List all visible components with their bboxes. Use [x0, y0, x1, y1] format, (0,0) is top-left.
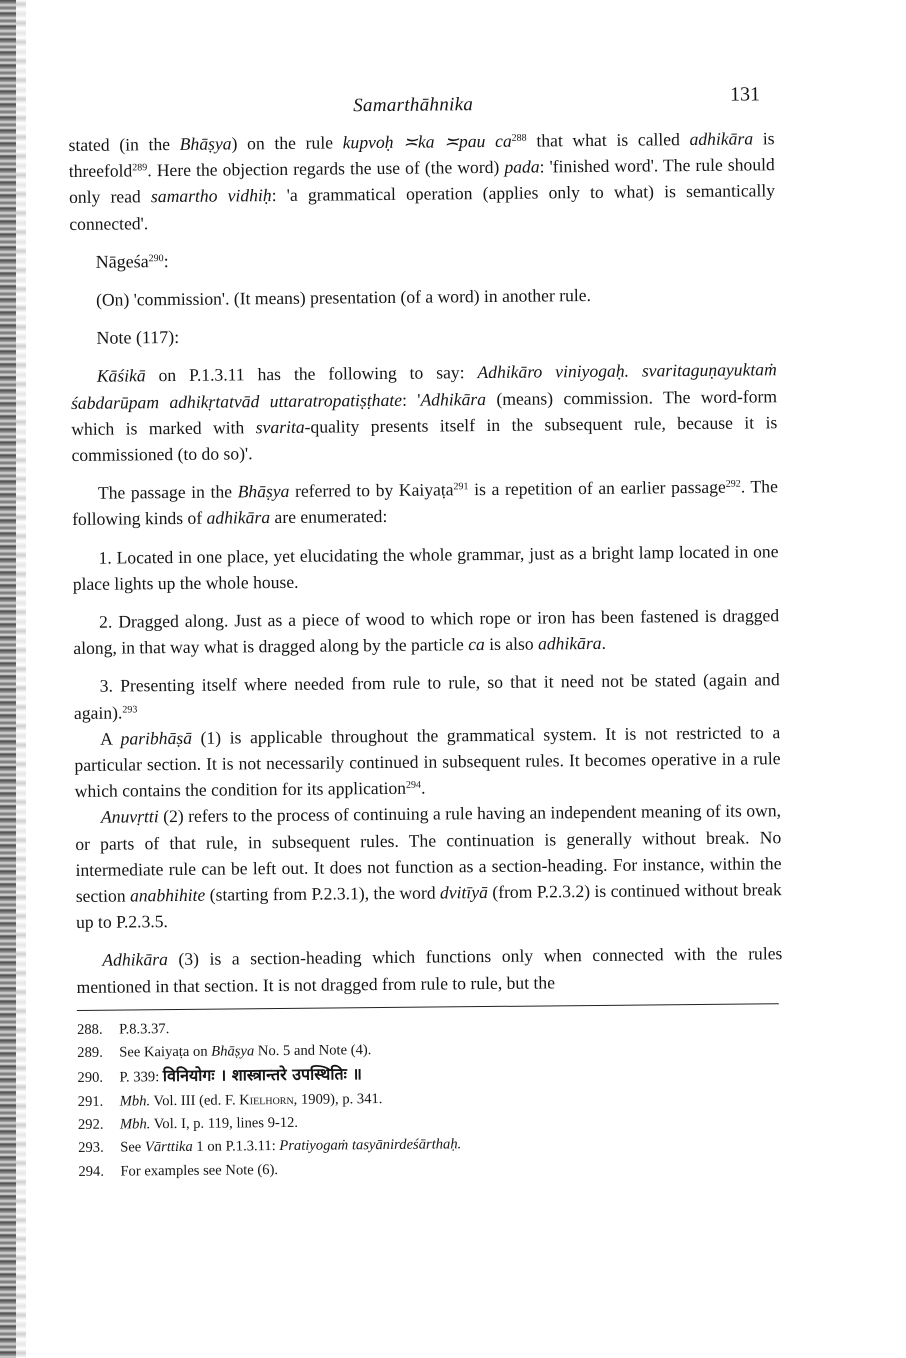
paragraph-passage: The passage in the Bhāṣya referred to by Kaiyaṭa$^{291}$ is a repetition of an earlier passage$^{292}$. The following kinds of adhikāra are enumerated: [72, 476, 778, 530]
list-item-2: 2. Dragged along. Just as a piece of wood to which rope or iron has been fastened is dragged along, in that way what is dragged along by the particle ca is also adhikāra. [73, 605, 780, 659]
footnote-ref-288: 288 [511, 132, 527, 144]
list-item-3: 3. Presenting itself where needed from rule to rule, so that it need not be stated (again and again).$^{293}$ [73, 669, 780, 723]
footnote-288: 288. P.8.3.37. [76, 1020, 170, 1038]
devanagari-quote: विनियोगः । शास्त्रान्तरे उपस्थितिः ॥ [162, 1064, 363, 1086]
scan-edge-shadow [0, 0, 16, 1358]
paragraph-adhikara: Adhikāra (3) is a section-heading which functions only when connected with the rules mentioned in that section. It is not dragged from rule to rule, but the [76, 943, 783, 997]
footnote-divider [77, 1003, 779, 1011]
footnote-ref-291: 291 [453, 481, 469, 493]
scan-edge-noise [16, 0, 26, 1358]
paragraph-bhasya-rule: stated (in the Bhāṣya) on the rule kupvoḥ ≍ka ≍pau $ca^{288}$ that what is called adhikāra is threefold$^{289}$. Here the objection regards the use of (the word) pada: 'finished word'. The rule should only read samartho vidhiḥ: 'a grammatical operation (applies only to what) is semantically connected'. [68, 128, 776, 234]
footnote-294: 294. For examples see Note (6). [78, 1161, 279, 1180]
footnote-290: 290. P. 339: विनियोगः । शास्त्रान्तरे उपस्थितिः ॥ [77, 1064, 363, 1087]
running-title: Samarthāhnika [353, 94, 474, 117]
footnote-292: 292. Mbh. Vol. I, p. 119, lines 9-12. [77, 1114, 299, 1134]
footnote-289: 289. See Kaiyaṭa on Bhāṣya No. 5 and Note (4). [77, 1042, 372, 1062]
footnote-ref-293: 293 [122, 704, 138, 716]
note-117-heading: Note (117): [96, 327, 180, 348]
page-header [68, 81, 774, 132]
footnotes [77, 1012, 785, 1184]
paragraph-commission: (On) 'commission'. (It means) presentation (of a word) in another rule. [95, 285, 592, 310]
book-page [68, 81, 784, 1184]
footnote-291: 291. Mbh. Vol. III (ed. F. Kielhorn, 1909), p. 341. [77, 1090, 383, 1110]
list-item-1: 1. Located in one place, yet elucidating the whole grammar, just as a bright lamp located in one place lights up the whole house. [72, 540, 779, 594]
paragraph-anuvrtti: Anuvṛtti (2) refers to the process of continuing a rule having an independent meaning of its own, or parts of that rule, in subsequent rules. The continuation is generally without break. No intermediate rule can be left out. It does not function as a section-heading. For instance, within the section anabhihite (starting from P.2.3.1), the word dvitīyā (from P.2.3.2) is continued without break up to P.2.3.5. [75, 800, 782, 933]
footnote-293: 293. See Vārttika 1 on P.1.3.11: Pratiyogaṁ tasyānirdeśārthaḥ. [78, 1136, 462, 1157]
paragraph-paribhasa: A paribhāṣā (1) is applicable throughout the grammatical system. It is not restricted to a particular section. It is not necessarily continued in subsequent rules. It becomes operative in a rule which contains the condition for its application$^{294}$. [74, 722, 781, 802]
footnote-ref-290: 290 [148, 252, 164, 265]
footnote-ref-289: 289 [132, 162, 148, 174]
nagesa-label: Nāgeśa$^{290}$: [95, 250, 169, 272]
footnote-ref-294: 294 [405, 779, 422, 792]
page-number: 131 [729, 83, 761, 106]
paragraph-kasika: Kāśikā on P.1.3.11 has the following to say: Adhikāro viniyogaḥ. svaritaguṇayuktaṁ śabdarūpam adhikṛtatvād uttaratropatiṣṭhate: 'Adhikāra (means) commission. The word-form which is marked with svarita-quality presents itself in the subsequent rule, because it is commissioned (to do so)'. [70, 359, 778, 466]
footnote-ref-292: 292 [725, 478, 741, 490]
